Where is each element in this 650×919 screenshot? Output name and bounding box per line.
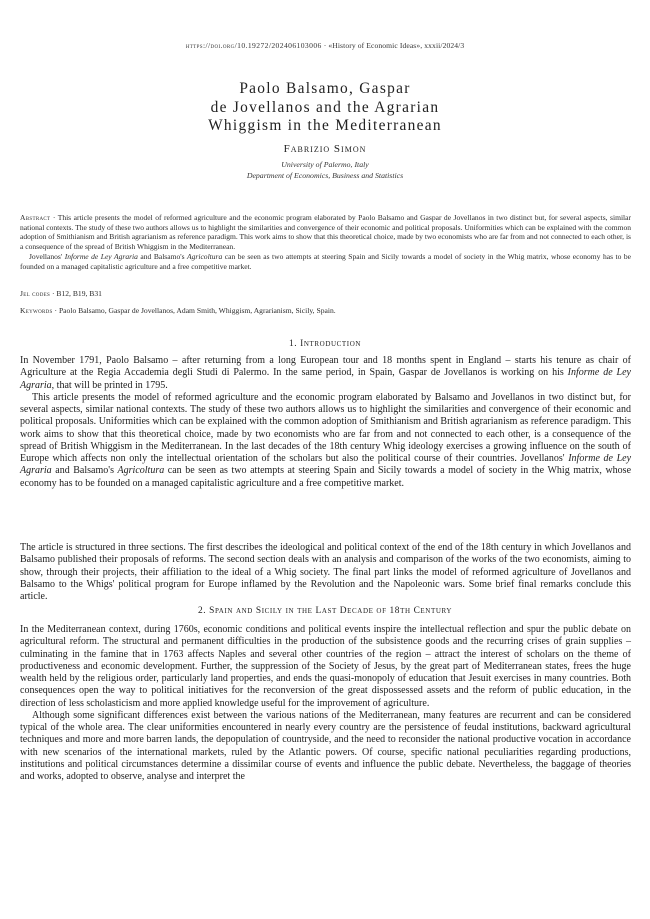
affiliation-university: University of Palermo, Italy xyxy=(281,160,369,169)
abstract-p2-mid: and Balsamo's xyxy=(140,251,185,261)
section-2-heading: 2. Spain and Sicily in the Last Decade of 18th Century xyxy=(197,606,453,616)
title-line-1: Paolo Balsamo, Gaspar xyxy=(239,80,411,97)
header-separator: · xyxy=(321,41,329,50)
jel-separator: · xyxy=(50,289,57,298)
section-2-body xyxy=(20,624,631,783)
abstract xyxy=(20,213,631,271)
title-line-2: de Jovellanos and the Agrarian xyxy=(210,98,440,116)
s1-p1a-text: In November 1791, Paolo Balsamo – after returning from a long European tour and 18 months spent in England – starts his tenure as chair of Agriculture at the Regia Accademia degli Studi di Palermo. In the same period, in Spain, Gaspar de Jovellanos is working on his xyxy=(20,355,631,379)
jel-codes xyxy=(20,289,631,298)
section-1-paragraph-1b xyxy=(20,392,631,490)
s1-p1a-end: , that will be printed in 1795. xyxy=(51,379,168,391)
abstract-separator: · xyxy=(50,213,58,222)
jel-label: Jel codes xyxy=(20,289,51,298)
jel-value: B12, B19, B31 xyxy=(56,289,102,298)
keywords-value: Paolo Balsamo, Gaspar de Jovellanos, Adam Smith, Whiggism, Agrarianism, Sicily, Spain. xyxy=(58,306,336,315)
keywords-separator: · xyxy=(52,306,59,315)
abstract-paragraph-1: This article presents the model of reformed agriculture and the economic program elaborated by Paolo Balsamo and Gaspar de Jovellanos in two distinct but, for several aspects, similar national contexts. The study of these two authors allows us to highlight the similarities and convergence of their economic and political proposals. Uniformities which can be explained with the common adoption of Smithianism and British agrarianism as reference paradigm. This work aims to show that this theoretical choice, made by two economists who are far from and not connected to each other, is a consequence of the spread of British Whiggism in the Mediterranean. xyxy=(20,213,631,252)
abstract-label: Abstract xyxy=(20,213,51,222)
running-header xyxy=(0,41,650,50)
abstract-p2-title-informe: Informe de Ley Agraria xyxy=(64,251,138,261)
s1-p1b-mid: and Balsamo's xyxy=(55,465,114,477)
section-1-heading: 1. Introduction xyxy=(288,339,362,349)
doi-link[interactable]: https://doi.org/10.19272/202406103006 xyxy=(185,41,322,50)
s1-p1a-title-informe: Informe de Ley Agraria xyxy=(20,367,631,391)
section-1-paragraph-1a xyxy=(20,355,631,392)
journal-citation: «History of Economic Ideas», xxxii/2024/3 xyxy=(328,41,465,50)
author-name: Fabrizio Simon xyxy=(283,143,367,155)
abstract-p2-title-agricoltura: Agricoltura xyxy=(187,251,223,261)
s1-p1b-end: can be seen as two attempts at steering Spain and Sicily towards a model of society in the Whig matrix, whose economy has to be founded on a managed capitalistic agriculture and a free competitive market. xyxy=(20,465,632,489)
section-1-body xyxy=(20,355,631,490)
abstract-p2-start: Jovellanos' xyxy=(29,251,63,261)
keywords-label: Keywords xyxy=(20,306,53,315)
s1-p1b-title-agricoltura: Agricoltura xyxy=(117,465,165,477)
article-title xyxy=(0,80,650,136)
section-2-paragraph-2: Although some significant differences exist between the various nations of the Mediterranean, many features are recurrent and can be considered typical of the whole area. The clear uniformities encountered in nearly every country are the persistence of feudal institutions, backward agricultural techniques and more and more barren lands, the depopulation of countryside, and the need to reconsider the national productive vocation in accordance with new scenarios of the international markets, ruled by the Atlantic powers. Of course, specific national peculiarities regarding productions, institutions and political circumstances determine a dissimilar course of events and influence the public debate. Nevertheless, the baggage of theories and works, adopted to observe, analyse and interpret the xyxy=(20,709,631,782)
affiliation-department: Department of Economics, Business and Statistics xyxy=(246,171,404,180)
abstract-p2-end: can be seen as two attempts at steering Spain and Sicily towards a model of society in the Whig matrix, whose economy has to be founded on a managed capitalistic agriculture and a free competitive market. xyxy=(20,251,631,271)
s1-p1b-title-informe: Informe de Ley Agraria xyxy=(20,453,632,477)
title-line-3: Whiggism in the Mediterranean xyxy=(208,117,442,134)
keywords xyxy=(20,306,631,315)
s1-p1b-text: This article presents the model of reformed agriculture and the economic program elaborated by Balsamo and Jovellanos in two distinct but, for several aspects, similar national contexts. The study of these two authors allows us to highlight the similarities and convergence of their economic and political proposals. Uniformities which can be explained with the common adoption of Smithianism and British agrarianism as reference paradigm. This work aims to show that this theoretical choice, made by two economists who are far from and not connected to each other, is a consequence of the spread of British Whiggism in the Mediterranean. In the last decades of the 18th century Whig ideology exercises a growing influence on the south of Europe which affects non only the intellectual orientation of the scholars but also the political course of their countries. Jovellanos' xyxy=(20,391,631,464)
section-2-paragraph-1: In the Mediterranean context, during 1760s, economic conditions and political events inspire the intellectual reflection and spur the public debate on agricultural reform. The structural and permanent difficulties in the production of the subsistence goods and the recurring crises of grain supplies – culminating in the famine that in 1763 affects Naples and several other countries of the region – attract the interest of scholars on the theme of productiveness and economic development. Further, the suppression of the Society of Jesus, by the great part of Mediterranean states, frees the huge wealth held by the religious order, particularly land properties, and ends the quasi-monopoly of education that Jesuit exercises in many countries. Both consequences open the way to political initiatives for the reconversion of the great dispossessed assets and the reform of public education, in the direction of less scholasticism and more applied knowledge useful for the improvement of agriculture. xyxy=(20,624,631,709)
section-1-paragraph-2: The article is structured in three sections. The first describes the ideological and political context of the end of the 18th century in which Jovellanos and Balsamo published their proposals of reforms. The second section deals with an analysis and comparison of the works of the two economists, aiming to show, through their projects, their affiliation to the ideal of a Whig society. The final part links the model of reformed agriculture of Jovellanos and Balsamo to the Whigs' political program for Europe inflamed by the Revolution and the Napoleonic wars. Some brief final remarks conclude this article. xyxy=(20,542,631,602)
